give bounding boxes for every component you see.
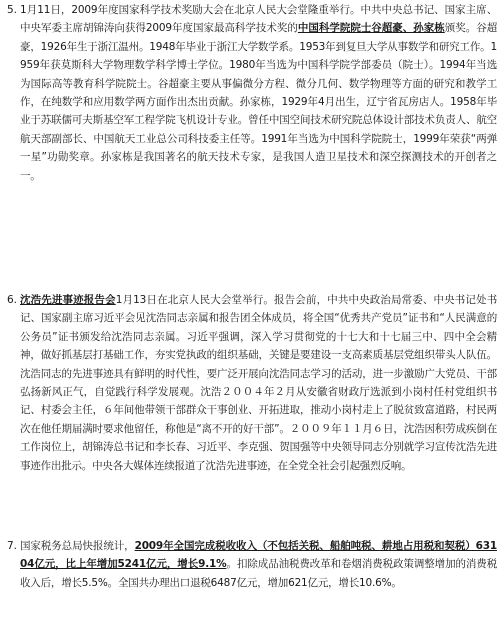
news-item-7 xyxy=(3,537,497,617)
paragraph-text: 颁奖。谷超豪，1926年生于浙江温州。1948年毕业于浙江大学数学系。1953年到复旦大学从事数学和研究工作。1959年获莫斯科大学物理数学科学博士学位。1980年当选为中国科学院学部委员（院士）。1994年当选为国际高等教育科学院院士。谷超豪主要从事偏微分方程、微分几何、数学物理等方面的研究和教学工作，在纯数学和应用数学两方面作出杰出贡献。孙家栋，1929年4月出生，辽宁省瓦房店人。1958年毕业于苏联儒可夫斯基空军工程学院飞机设计专业。曾任中国空间技术研究院总体设计部技术负责人、航空航天部副部长、中国航天工业总公司科技委主任等。1991年当选为中国科学院院士，1999年荣获“两弹一星”功勋奖章。孙家栋是我国著名的航天技术专家，是我国人造卫星技术和深空探测技术的开创者之一。 xyxy=(20,22,498,182)
item-number: 5. xyxy=(6,4,17,16)
highlighted-event-title: 沈浩先进事迹报告会 xyxy=(20,294,116,306)
item-number: 7. xyxy=(6,540,17,552)
highlighted-tax-figures: 2009年全国完成税收收入（不包括关税、船舶吨税、耕地占用税和契税）63104亿元，比上年增加5241亿元，增长9.1% xyxy=(20,540,497,571)
item-paragraph xyxy=(20,1,497,266)
item-paragraph xyxy=(20,537,497,617)
highlighted-laureates: 中国科学院院士谷超豪、孙家栋 xyxy=(297,22,445,35)
news-item-5 xyxy=(3,1,497,266)
paragraph-text: 国家税务总局快报统计， xyxy=(20,540,135,552)
paragraph-text: 。扣除成品油税费改革和卷烟消费税政策调整增加的消费税收入后，增长5.5%。全国共办理出口退税6487亿元，增加621亿元，增长10.6%。 xyxy=(20,558,497,589)
paragraph-text: 1月13日在北京人民大会堂举行。报告会前，中共中央政治局常委、中央书记处书记、国家副主席习近平会见沈浩同志亲属和报告团全体成员，将全国“优秀共产党员”证书和“人民满意的公务员”证书颁发给沈浩同志亲属。习近平强调，深入学习贯彻党的十七大和十七届三中、四中全会精神，做好抓基层打基础工作，夯实党执政的组织基础，关键是要建设一支高素质基层党组织带头人队伍。沈浩同志的先进事迹具有鲜明的时代性，要广泛开展向沈浩同志学习的活动，进一步激励广大党员、干部弘扬新风正气，自觉践行科学发展观。沈浩２００４年２月从安徽省财政厅选派到小岗村任村党组织书记、村委会主任，６年间他带领干部群众干事创业、开拓进取，推动小岗村走上了脱贫致富道路，村民两次在他任期届满时要求他留任，称他是“离不开的好干部”。２００９年１１月６日，沈浩因积劳成疾倒在工作岗位上，胡锦涛总书记和李长春、习近平、李克强、贺国强等中央领导同志分别就学习宣传沈浩先进事迹作出批示。中央各大媒体连续报道了沈浩先进事迹，在全党全社会引起强烈反响。 xyxy=(20,294,498,472)
item-paragraph xyxy=(20,291,497,536)
paragraph-text: 1月11日，2009年度国家科学技术奖励大会在北京人民大会堂隆重举行。中共中央总书记、国家主席、中央军委主席胡锦涛向获得2009年度国家最高科学技术奖的 xyxy=(20,4,497,35)
item-number: 6. xyxy=(6,294,17,306)
news-item-6 xyxy=(3,291,497,536)
